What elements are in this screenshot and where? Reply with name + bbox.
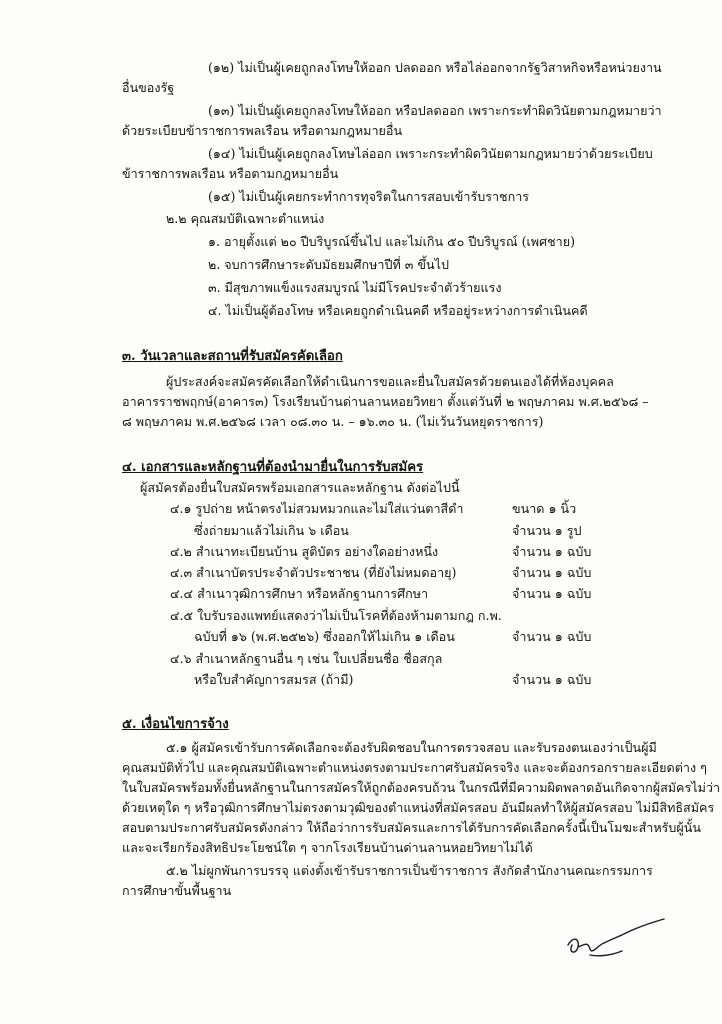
section-5-paragraph-line: และจะเรียกร้องสิทธิประโยชน์ใด ๆ จากโรงเรียนบ้านด่านลานหอยวิทยาไม่ได้: [122, 840, 533, 855]
qualification-15: (๑๕) ไม่เป็นผู้เคยกระทำการทุจริตในการสอบเข้ารับราชการ: [208, 189, 530, 204]
qualification-14-cont: ข้าราชการพลเรือน หรือตามกฎหมายอื่น: [122, 166, 339, 181]
section-5-paragraph-line: ในใบสมัครพร้อมทั้งยื่นหลักฐานในการสมัครให้ถูกต้องครบถ้วน ในกรณีที่มีความผิดพลาดอันเกิดจากผู้สมัครไม่ว่า: [122, 780, 721, 795]
section-3-line: อาคารราชพฤกษ์(อาคาร๓) โรงเรียนบ้านด่านลานหอยวิทยา ตั้งแต่วันที่ ๒ พฤษภาคม พ.ศ.๒๕๖๘ –: [122, 394, 649, 409]
document-quantity: จำนวน ๑ ฉบับ: [512, 586, 592, 601]
document-item: ๔.๔ สำเนาวุฒิการศึกษา หรือหลักฐานการศึกษา: [170, 586, 429, 601]
qualification-14: (๑๔) ไม่เป็นผู้เคยถูกลงโทษไล่ออก เพราะกระทำผิดวินัยตามกฎหมายว่าด้วยระเบียบ: [208, 146, 653, 161]
section-4-heading: ๔. เอกสารและหลักฐานที่ต้องนำมายื่นในการรับสมัคร: [122, 460, 424, 475]
qualification-13: (๑๓) ไม่เป็นผู้เคยถูกลงโทษให้ออก หรือปลดออก เพราะกระทำผิดวินัยตามกฎหมายว่า: [208, 103, 662, 118]
section-5-paragraph-line: ๕.๒ ไม่ผูกพันการบรรจุ แต่งตั้งเข้ารับราชการเป็นข้าราชการ สังกัดสำนักงานคณะกรรมการ: [166, 863, 653, 878]
document-item-cont: หรือใบสำคัญการสมรส (ถ้ามี): [194, 672, 354, 687]
section-5-paragraph-line: คุณสมบัติทั่วไป และคุณสมบัติเฉพาะตำแหน่งตรงตามประกาศรับสมัครจริง และจะต้องกรอกรายละเอียดต่าง ๆ: [122, 760, 707, 775]
document-quantity: จำนวน ๑ ฉบับ: [512, 629, 592, 644]
specific-qualification-item: ๔. ไม่เป็นผู้ต้องโทษ หรือเคยถูกดำเนินคดี หรืออยู่ระหว่างการดำเนินคดี: [208, 303, 588, 318]
signature-mark: [560, 915, 670, 965]
section-3-heading: ๓. วันเวลาและสถานที่รับสมัครคัดเลือก: [122, 349, 343, 364]
document-quantity: จำนวน ๑ รูป: [512, 523, 582, 538]
document-quantity: จำนวน ๑ ฉบับ: [512, 672, 592, 687]
document-item: ๔.๕ ใบรับรองแพทย์แสดงว่าไม่เป็นโรคที่ต้องห้ามตามกฎ ก.พ.: [170, 608, 502, 623]
document-quantity: จำนวน ๑ ฉบับ: [512, 565, 592, 580]
section-3-line: ผู้ประสงค์จะสมัครคัดเลือกให้ดำเนินการขอและยื่นใบสมัครด้วยตนเองได้ที่ห้องบุคคล: [166, 374, 614, 389]
qualification-12: (๑๒) ไม่เป็นผู้เคยถูกลงโทษให้ออก ปลดออก หรือไล่ออกจากรัฐวิสาหกิจหรือหน่วยงาน: [208, 60, 662, 75]
document-quantity: จำนวน ๑ ฉบับ: [512, 544, 592, 559]
qualification-12-cont: อื่นของรัฐ: [122, 80, 175, 95]
specific-qualification-item: ๓. มีสุขภาพแข็งแรงสมบูรณ์ ไม่มีโรคประจำตัวร้ายแรง: [208, 280, 502, 295]
section-5-paragraph-line: การศึกษาขั้นพื้นฐาน: [122, 883, 232, 898]
section-5-heading: ๕. เงื่อนไขการจ้าง: [122, 717, 229, 732]
document-item-cont: ฉบับที่ ๑๖ (พ.ศ.๒๕๒๖) ซึ่งออกให้ไม่เกิน ๑ เดือน: [194, 629, 455, 644]
specific-qualifications-heading: ๒.๒ คุณสมบัติเฉพาะตำแหน่ง: [166, 211, 325, 226]
specific-qualification-item: ๒. จบการศึกษาระดับมัธยมศึกษาปีที่ ๓ ขึ้นไป: [208, 257, 449, 272]
document-item: ๔.๓ สำเนาบัตรประจำตัวประชาชน (ที่ยังไม่หมดอายุ): [170, 565, 457, 580]
document-item: ๔.๒ สำเนาทะเบียนบ้าน สูติบัตร อย่างใดอย่างหนึ่ง: [170, 544, 439, 559]
document-quantity: ขนาด ๑ นิ้ว: [512, 501, 577, 516]
section-3-line: ๘ พฤษภาคม พ.ศ.๒๕๖๘ เวลา ๐๘.๓๐ น. – ๑๖.๓๐ น. (ไม่เว้นวันหยุดราชการ): [122, 414, 544, 429]
document-item: ๔.๖ สำเนาหลักฐานอื่น ๆ เช่น ใบเปลี่ยนชื่อ ชื่อสกุล: [170, 651, 443, 666]
section-5-paragraph-line: ๕.๑ ผู้สมัครเข้ารับการคัดเลือกจะต้องรับผิดชอบในการตรวจสอบ และรับรองตนเองว่าเป็นผู้มี: [166, 740, 657, 755]
specific-qualification-item: ๑. อายุตั้งแต่ ๒๐ ปีบริบูรณ์ขึ้นไป และไม่เกิน ๕๐ ปีบริบูรณ์ (เพศชาย): [208, 234, 575, 249]
section-4-intro: ผู้สมัครต้องยื่นใบสมัครพร้อมเอกสารและหลักฐาน ดังต่อไปนี้: [140, 480, 460, 495]
section-5-paragraph-line: สอบตามประกาศรับสมัครดังกล่าว ให้ถือว่าการรับสมัครและการได้รับการคัดเลือกครั้งนี้เป็นโมฆะสำหรับผู้นั้น: [122, 820, 701, 835]
qualification-13-cont: ด้วยระเบียบข้าราชการพลเรือน หรือตามกฎหมายอื่น: [122, 123, 403, 138]
document-item: ๔.๑ รูปถ่าย หน้าตรงไม่สวมหมวกและไม่ใส่แว่นตาสีดำ: [170, 501, 464, 516]
section-5-paragraph-line: ด้วยเหตุใด ๆ หรือวุฒิการศึกษาไม่ตรงตามวุฒิของตำแหน่งที่สมัครสอบ อันมีผลทำให้ผู้สมัครสอบ ไม่มีสิทธิสมัคร: [122, 800, 715, 815]
document-item-cont: ซึ่งถ่ายมาแล้วไม่เกิน ๖ เดือน: [194, 523, 349, 538]
